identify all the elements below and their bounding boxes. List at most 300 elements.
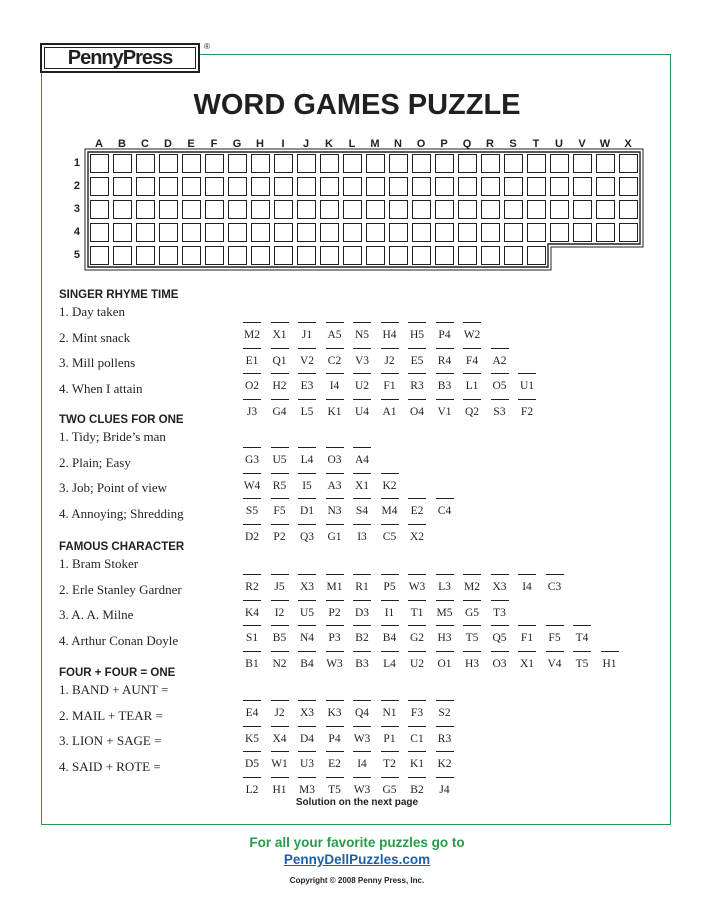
answer-blank[interactable]: [406, 651, 428, 673]
answer-blank[interactable]: [406, 625, 428, 647]
answer-blank[interactable]: [379, 322, 401, 344]
grid-cell[interactable]: [574, 201, 592, 219]
grid-cell[interactable]: [137, 155, 155, 173]
answer-blank[interactable]: [296, 700, 318, 722]
blank-line: [408, 600, 426, 601]
grid-cell[interactable]: [229, 178, 247, 196]
grid-cell[interactable]: [597, 155, 615, 173]
answer-blank[interactable]: [461, 574, 483, 596]
grid-cell[interactable]: [275, 178, 293, 196]
grid-cell[interactable]: [275, 247, 293, 265]
grid-cell[interactable]: [367, 201, 385, 219]
answer-blank[interactable]: [516, 651, 538, 673]
grid-cell[interactable]: [436, 224, 454, 242]
grid-cell[interactable]: [91, 178, 109, 196]
grid-cell[interactable]: [252, 201, 270, 219]
grid-key-label: S1: [245, 632, 259, 644]
answer-blank[interactable]: [406, 399, 428, 421]
grid-cell[interactable]: [528, 178, 546, 196]
grid-cell[interactable]: [252, 155, 270, 173]
grid-cell[interactable]: [528, 247, 546, 265]
grid-cell[interactable]: [275, 224, 293, 242]
grid-cell[interactable]: [367, 224, 385, 242]
grid-cell[interactable]: [298, 178, 316, 196]
answer-blank[interactable]: [324, 726, 346, 748]
answer-blank[interactable]: [351, 651, 373, 673]
grid-key-label: W4: [243, 479, 261, 492]
grid-cell[interactable]: [482, 155, 500, 173]
grid-cell[interactable]: [528, 224, 546, 242]
grid-key-label: H3: [464, 657, 480, 670]
grid-cell[interactable]: [114, 155, 132, 173]
grid-key-label: R5: [272, 479, 287, 492]
grid-cell[interactable]: [321, 178, 339, 196]
answer-blank[interactable]: [269, 399, 291, 421]
answer-blank[interactable]: [489, 399, 511, 421]
blank-line: [463, 322, 481, 323]
answer-blank[interactable]: [434, 700, 456, 722]
grid-cell[interactable]: [390, 224, 408, 242]
answer-blank[interactable]: [241, 574, 263, 596]
answer-blank[interactable]: [296, 473, 318, 495]
answer-blank[interactable]: [324, 399, 346, 421]
grid-key-label: L4: [383, 657, 396, 670]
grid-cell[interactable]: [252, 224, 270, 242]
answer-blank[interactable]: [241, 625, 263, 647]
grid-key-label: T2: [383, 758, 396, 770]
answer-blank[interactable]: [241, 777, 263, 799]
grid-cell[interactable]: [160, 201, 178, 219]
grid-cell[interactable]: [114, 201, 132, 219]
answer-blank[interactable]: [241, 373, 263, 395]
answer-blank[interactable]: [406, 600, 428, 622]
grid-cell[interactable]: [206, 178, 224, 196]
answer-blank[interactable]: [269, 322, 291, 344]
grid-cell[interactable]: [114, 178, 132, 196]
grid-cell[interactable]: [229, 224, 247, 242]
answer-blank[interactable]: [406, 574, 428, 596]
grid-cell[interactable]: [413, 201, 431, 219]
grid-cell[interactable]: [459, 224, 477, 242]
grid-cell[interactable]: [298, 155, 316, 173]
letter-grid[interactable]: [0, 0, 714, 290]
answer-blank[interactable]: [461, 373, 483, 395]
answer-blank[interactable]: [406, 751, 428, 773]
grid-cell[interactable]: [160, 155, 178, 173]
grid-cell[interactable]: [413, 224, 431, 242]
answer-blank[interactable]: [599, 651, 621, 673]
grid-cell[interactable]: [459, 247, 477, 265]
grid-key-label: W3: [353, 732, 371, 745]
answer-blank[interactable]: [461, 625, 483, 647]
answer-blank[interactable]: [379, 600, 401, 622]
answer-blank[interactable]: [269, 726, 291, 748]
answer-blank[interactable]: [461, 322, 483, 344]
grid-cell[interactable]: [183, 247, 201, 265]
grid-cell[interactable]: [344, 224, 362, 242]
answer-blank[interactable]: [351, 726, 373, 748]
answer-blank[interactable]: [269, 777, 291, 799]
answer-blank[interactable]: [241, 473, 263, 495]
grid-cell[interactable]: [91, 224, 109, 242]
grid-cell[interactable]: [137, 247, 155, 265]
answer-blank[interactable]: [434, 322, 456, 344]
grid-cell[interactable]: [183, 224, 201, 242]
grid-cell[interactable]: [321, 224, 339, 242]
answer-blank[interactable]: [324, 700, 346, 722]
answer-blank[interactable]: [489, 625, 511, 647]
answer-blank[interactable]: [269, 625, 291, 647]
answer-blank[interactable]: [489, 600, 511, 622]
answer-blank[interactable]: [434, 574, 456, 596]
answer-blank[interactable]: [269, 447, 291, 469]
grid-cell[interactable]: [505, 178, 523, 196]
grid-cell[interactable]: [229, 247, 247, 265]
answer-blank[interactable]: [379, 700, 401, 722]
answer-blank[interactable]: [434, 777, 456, 799]
answer-blank[interactable]: [351, 322, 373, 344]
answer-blank[interactable]: [241, 700, 263, 722]
blank-line: [326, 322, 344, 323]
grid-cell[interactable]: [91, 201, 109, 219]
answer-blank[interactable]: [269, 574, 291, 596]
answer-blank[interactable]: [461, 348, 483, 370]
answer-blank[interactable]: [461, 600, 483, 622]
answer-blank[interactable]: [324, 498, 346, 520]
grid-cell[interactable]: [344, 178, 362, 196]
answer-blank[interactable]: [324, 322, 346, 344]
answer-blank[interactable]: [324, 348, 346, 370]
grid-cell[interactable]: [459, 178, 477, 196]
grid-column-label: C: [141, 138, 149, 150]
registered-mark: ®: [204, 42, 210, 51]
grid-cell[interactable]: [275, 155, 293, 173]
grid-cell[interactable]: [390, 201, 408, 219]
grid-cell[interactable]: [114, 247, 132, 265]
grid-cell[interactable]: [367, 247, 385, 265]
answer-blank[interactable]: [379, 651, 401, 673]
answer-blank[interactable]: [351, 524, 373, 546]
answer-blank[interactable]: [406, 348, 428, 370]
answer-blank[interactable]: [406, 700, 428, 722]
answer-blank[interactable]: [434, 600, 456, 622]
grid-cell[interactable]: [321, 155, 339, 173]
answer-blank[interactable]: [351, 600, 373, 622]
grid-cell[interactable]: [91, 155, 109, 173]
answer-blank[interactable]: [241, 322, 263, 344]
answer-blank[interactable]: [296, 574, 318, 596]
answer-blank[interactable]: [324, 600, 346, 622]
grid-cell[interactable]: [620, 155, 638, 173]
answer-blank[interactable]: [406, 777, 428, 799]
blank-line: [243, 777, 261, 778]
grid-cell[interactable]: [206, 224, 224, 242]
blank-line: [243, 574, 261, 575]
answer-blank[interactable]: [516, 574, 538, 596]
answer-blank[interactable]: [296, 726, 318, 748]
answer-blank[interactable]: [296, 524, 318, 546]
grid-cell[interactable]: [160, 178, 178, 196]
answer-blank[interactable]: [269, 651, 291, 673]
grid-cell[interactable]: [459, 155, 477, 173]
grid-cell[interactable]: [482, 224, 500, 242]
grid-key-label: P3: [328, 632, 341, 644]
answer-blank[interactable]: [296, 625, 318, 647]
answer-blank[interactable]: [296, 399, 318, 421]
blank-line: [326, 498, 344, 499]
blank-line: [408, 726, 426, 727]
answer-blank[interactable]: [296, 348, 318, 370]
answer-blank[interactable]: [351, 625, 373, 647]
grid-cell[interactable]: [91, 247, 109, 265]
grid-cell[interactable]: [137, 224, 155, 242]
answer-blank[interactable]: [324, 574, 346, 596]
grid-cell[interactable]: [597, 224, 615, 242]
answer-blank[interactable]: [351, 777, 373, 799]
grid-cell[interactable]: [252, 247, 270, 265]
answer-blank[interactable]: [351, 498, 373, 520]
grid-cell[interactable]: [551, 178, 569, 196]
grid-cell[interactable]: [597, 178, 615, 196]
blank-line: [353, 726, 371, 727]
answer-blank[interactable]: [434, 651, 456, 673]
answer-blank[interactable]: [324, 777, 346, 799]
answer-blank[interactable]: [434, 751, 456, 773]
answer-blank[interactable]: [516, 373, 538, 395]
answer-blank[interactable]: [296, 373, 318, 395]
answer-blank[interactable]: [351, 574, 373, 596]
answer-blank[interactable]: [241, 651, 263, 673]
answer-blank[interactable]: [269, 524, 291, 546]
answer-blank[interactable]: [269, 348, 291, 370]
grid-cell[interactable]: [298, 247, 316, 265]
answer-blank[interactable]: [296, 447, 318, 469]
answer-blank[interactable]: [324, 651, 346, 673]
blank-line: [381, 574, 399, 575]
grid-cell[interactable]: [367, 178, 385, 196]
grid-cell[interactable]: [528, 201, 546, 219]
grid-key-label: B4: [300, 657, 314, 670]
blank-line: [353, 700, 371, 701]
answer-blank[interactable]: [434, 373, 456, 395]
answer-blank[interactable]: [351, 447, 373, 469]
answer-blank[interactable]: [379, 473, 401, 495]
grid-cell[interactable]: [321, 201, 339, 219]
grid-cell[interactable]: [505, 155, 523, 173]
answer-blank[interactable]: [269, 700, 291, 722]
grid-cell[interactable]: [137, 201, 155, 219]
answer-blank[interactable]: [269, 498, 291, 520]
answer-blank[interactable]: [379, 373, 401, 395]
grid-cell[interactable]: [298, 224, 316, 242]
answer-blank[interactable]: [351, 700, 373, 722]
answer-blank[interactable]: [516, 399, 538, 421]
answer-blank[interactable]: [379, 625, 401, 647]
answer-blank[interactable]: [571, 625, 593, 647]
answer-blank[interactable]: [269, 373, 291, 395]
answer-blank[interactable]: [269, 473, 291, 495]
grid-cell[interactable]: [436, 155, 454, 173]
grid-cell[interactable]: [459, 201, 477, 219]
answer-blank[interactable]: [379, 726, 401, 748]
answer-blank[interactable]: [241, 447, 263, 469]
blank-line: [326, 600, 344, 601]
answer-blank[interactable]: [379, 348, 401, 370]
grid-cell[interactable]: [344, 155, 362, 173]
grid-key-label: W3: [408, 581, 426, 593]
answer-blank[interactable]: [434, 726, 456, 748]
grid-cell[interactable]: [344, 201, 362, 219]
answer-blank[interactable]: [434, 498, 456, 520]
grid-cell[interactable]: [390, 155, 408, 173]
grid-cell[interactable]: [229, 155, 247, 173]
blank-line: [243, 447, 261, 448]
answer-blank[interactable]: [351, 473, 373, 495]
answer-blank[interactable]: [489, 651, 511, 673]
grid-cell[interactable]: [252, 178, 270, 196]
grid-cell[interactable]: [620, 201, 638, 219]
clue-text: 2. Mint snack: [59, 329, 131, 345]
grid-cell[interactable]: [114, 224, 132, 242]
answer-blank[interactable]: [379, 524, 401, 546]
answer-blank[interactable]: [434, 625, 456, 647]
grid-cell[interactable]: [413, 178, 431, 196]
answer-blank[interactable]: [241, 600, 263, 622]
answer-blank[interactable]: [351, 348, 373, 370]
answer-blank[interactable]: [351, 373, 373, 395]
answer-blank[interactable]: [571, 651, 593, 673]
grid-cell[interactable]: [574, 178, 592, 196]
answer-blank[interactable]: [489, 373, 511, 395]
grid-cell[interactable]: [482, 201, 500, 219]
answer-blank[interactable]: [241, 751, 263, 773]
answer-blank[interactable]: [324, 447, 346, 469]
answer-blank[interactable]: [461, 399, 483, 421]
grid-cell[interactable]: [482, 178, 500, 196]
grid-cell[interactable]: [137, 178, 155, 196]
grid-cell[interactable]: [160, 247, 178, 265]
answer-blank[interactable]: [406, 524, 428, 546]
answer-blank[interactable]: [269, 751, 291, 773]
grid-cell[interactable]: [183, 201, 201, 219]
answer-blank[interactable]: [351, 751, 373, 773]
answer-blank[interactable]: [406, 373, 428, 395]
clue-text: 4. SAID + ROTE =: [59, 758, 161, 774]
answer-blank[interactable]: [434, 348, 456, 370]
grid-cell[interactable]: [160, 224, 178, 242]
grid-cell[interactable]: [183, 155, 201, 173]
answer-blank[interactable]: [296, 751, 318, 773]
grid-cell[interactable]: [367, 155, 385, 173]
answer-blank[interactable]: [241, 348, 263, 370]
grid-cell[interactable]: [206, 247, 224, 265]
answer-blank[interactable]: [406, 498, 428, 520]
clue-text: 1. Bram Stoker: [59, 556, 139, 571]
grid-cell[interactable]: [390, 247, 408, 265]
grid-cell[interactable]: [321, 247, 339, 265]
page-title: WORD GAMES PUZZLE: [193, 89, 521, 121]
answer-blank[interactable]: [296, 498, 318, 520]
grid-cell[interactable]: [574, 224, 592, 242]
answer-blank[interactable]: [406, 322, 428, 344]
answer-blank[interactable]: [379, 399, 401, 421]
grid-cell[interactable]: [413, 247, 431, 265]
blank-line: [271, 322, 289, 323]
clue-text: 1. Tidy; Bride’s man: [59, 429, 166, 444]
grid-cell[interactable]: [298, 201, 316, 219]
grid-cell[interactable]: [620, 224, 638, 242]
grid-cell[interactable]: [597, 201, 615, 219]
grid-cell[interactable]: [620, 178, 638, 196]
grid-cell[interactable]: [275, 201, 293, 219]
grid-cell[interactable]: [344, 247, 362, 265]
answer-blank[interactable]: [241, 399, 263, 421]
footer-link[interactable]: PennyDellPuzzles.com: [283, 852, 431, 867]
answer-blank[interactable]: [351, 399, 373, 421]
grid-cell[interactable]: [436, 178, 454, 196]
answer-blank[interactable]: [241, 498, 263, 520]
grid-cell[interactable]: [436, 201, 454, 219]
answer-blank[interactable]: [296, 651, 318, 673]
grid-cell[interactable]: [528, 155, 546, 173]
answer-blank[interactable]: [544, 651, 566, 673]
answer-blank[interactable]: [489, 348, 511, 370]
grid-cell[interactable]: [436, 247, 454, 265]
grid-cell[interactable]: [505, 201, 523, 219]
answer-blank[interactable]: [296, 322, 318, 344]
answer-blank[interactable]: [241, 726, 263, 748]
answer-blank[interactable]: [461, 651, 483, 673]
grid-cell[interactable]: [183, 178, 201, 196]
answer-blank[interactable]: [324, 751, 346, 773]
blank-line: [326, 447, 344, 448]
grid-cell[interactable]: [551, 201, 569, 219]
grid-key-label: E3: [300, 380, 314, 392]
answer-blank[interactable]: [379, 777, 401, 799]
grid-key-label: J4: [439, 783, 450, 796]
answer-blank[interactable]: [241, 524, 263, 546]
answer-blank[interactable]: [269, 600, 291, 622]
grid-cell[interactable]: [551, 224, 569, 242]
grid-cell[interactable]: [482, 247, 500, 265]
answer-blank[interactable]: [544, 574, 566, 596]
grid-cell[interactable]: [229, 201, 247, 219]
answer-blank[interactable]: [296, 600, 318, 622]
answer-blank[interactable]: [406, 726, 428, 748]
answer-blank[interactable]: [296, 777, 318, 799]
answer-blank[interactable]: [324, 625, 346, 647]
grid-cell[interactable]: [206, 155, 224, 173]
answer-blank[interactable]: [516, 625, 538, 647]
answer-blank[interactable]: [379, 751, 401, 773]
answer-blank[interactable]: [379, 574, 401, 596]
grid-cell[interactable]: [413, 155, 431, 173]
grid-cell[interactable]: [505, 247, 523, 265]
grid-cell[interactable]: [551, 155, 569, 173]
answer-blank[interactable]: [324, 373, 346, 395]
grid-cell[interactable]: [390, 178, 408, 196]
answer-blank[interactable]: [544, 625, 566, 647]
answer-blank[interactable]: [434, 399, 456, 421]
answer-blank[interactable]: [489, 574, 511, 596]
answer-blank[interactable]: [324, 473, 346, 495]
grid-cell[interactable]: [206, 201, 224, 219]
answer-blank[interactable]: [379, 498, 401, 520]
answer-blank[interactable]: [324, 524, 346, 546]
grid-cell[interactable]: [505, 224, 523, 242]
grid-key-label: R1: [355, 581, 369, 593]
grid-cell[interactable]: [574, 155, 592, 173]
